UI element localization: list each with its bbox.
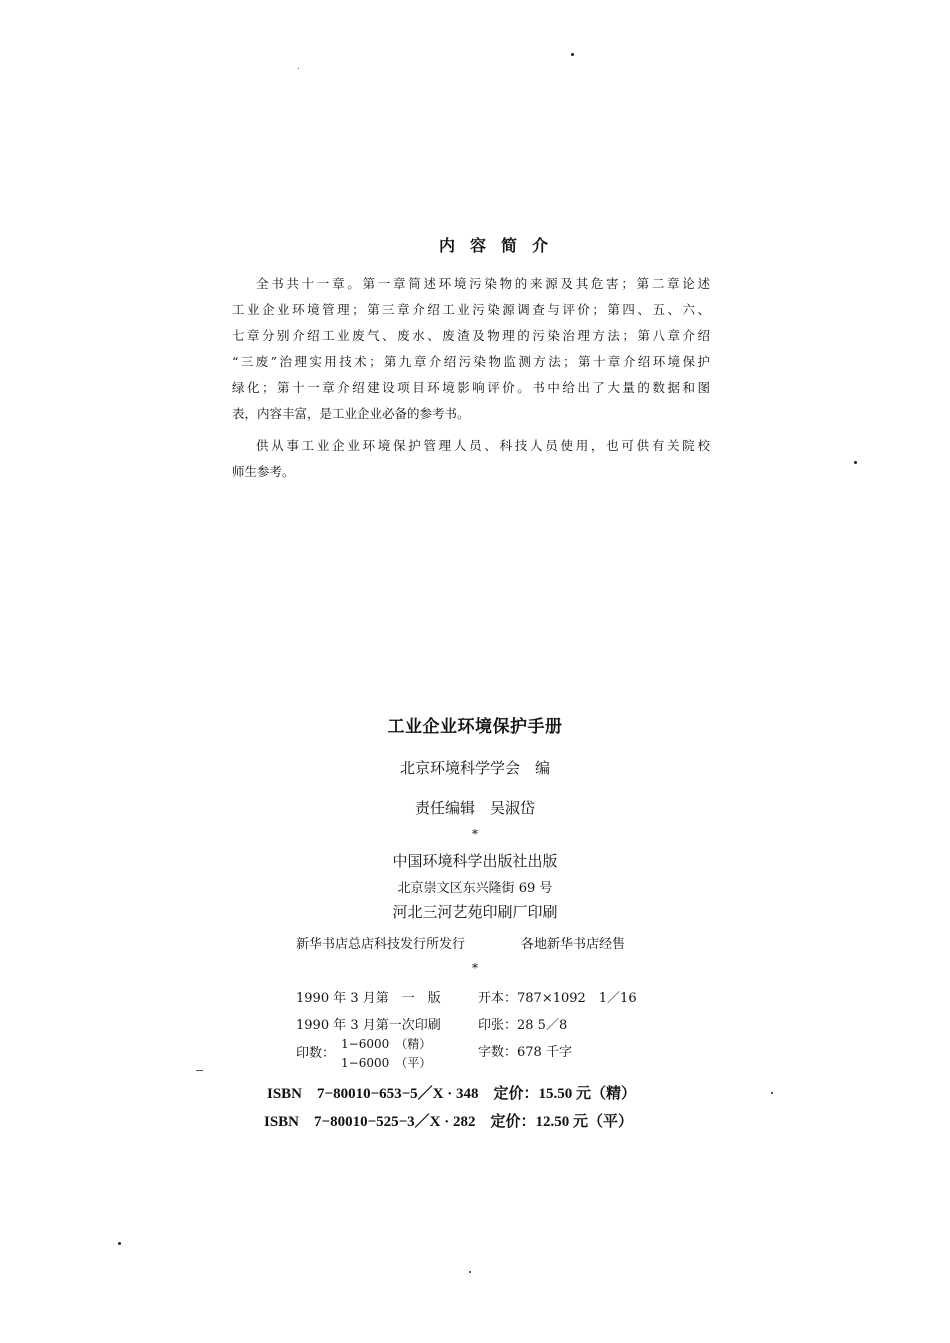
summary-line-5: 绿化；第十一章介绍建设项目环境影响评价。书中给出了大量的数据和图: [232, 380, 710, 395]
scan-speck: [571, 53, 574, 56]
scan-speck: [854, 461, 857, 464]
print-run-label: 印数：: [296, 1046, 336, 1061]
summary-title: 内容简介: [438, 236, 563, 255]
publisher-address: 北京崇文区东兴隆街 69 号: [397, 881, 553, 896]
distribution-right: 各地新华书店经售: [521, 937, 626, 952]
scan-speck: [298, 68, 299, 69]
printing: 1990 年 3 月第一次印刷: [296, 1018, 441, 1033]
separator-star-1: *: [472, 827, 478, 841]
print-run-hardcover: 1−6000 （精）: [341, 1037, 432, 1051]
responsible-editor: 责任编辑 吴淑岱: [414, 799, 535, 817]
word-count: 字数：678 千字: [478, 1045, 572, 1060]
separator-star-2: *: [472, 961, 478, 975]
editor-line: 北京环境科学学会 编: [399, 759, 550, 777]
sheets: 印张：28 5／8: [478, 1018, 568, 1033]
summary-line-7: 供从事工业企业环境保护管理人员、科技人员使用，也可供有关院校: [256, 438, 710, 453]
publisher: 中国环境科学出版社出版: [392, 852, 558, 870]
book-title: 工业企业环境保护手册: [387, 717, 563, 737]
isbn-paperback: ISBN 7−80010−525−3／X · 282 定价：12.50 元（平）: [264, 1114, 633, 1130]
summary-line-1: 全书共十一章。第一章简述环境污染物的来源及其危害；第二章论述: [256, 276, 710, 291]
isbn-hardcover: ISBN 7−80010−653−5／X · 348 定价：15.50 元（精）: [267, 1086, 636, 1102]
summary-line-8: 师生参考。: [232, 464, 295, 479]
scan-speck: [771, 1092, 773, 1094]
print-run-paperback: 1−6000 （平）: [341, 1056, 432, 1070]
distribution-left: 新华书店总店科技发行所发行: [296, 937, 466, 952]
summary-line-6: 表，内容丰富，是工业企业必备的参考书。: [232, 406, 470, 421]
scan-speck: [118, 1242, 121, 1245]
edition: 1990 年 3 月第 一 版: [296, 991, 441, 1006]
summary-line-2: 工业企业环境管理；第三章介绍工业污染源调查与评价；第四、五、六、: [232, 302, 710, 317]
format: 开本：787×1092 1／16: [478, 991, 637, 1006]
summary-line-4: “三废”治理实用技术；第九章介绍污染物监测方法；第十章介绍环境保护: [232, 354, 710, 369]
summary-line-3: 七章分别介绍工业废气、废水、废渣及物理的污染治理方法；第八章介绍: [232, 328, 710, 343]
scan-speck: [196, 1070, 203, 1071]
printer: 河北三河艺苑印刷厂印刷: [392, 903, 558, 921]
scan-speck: [469, 1271, 471, 1273]
